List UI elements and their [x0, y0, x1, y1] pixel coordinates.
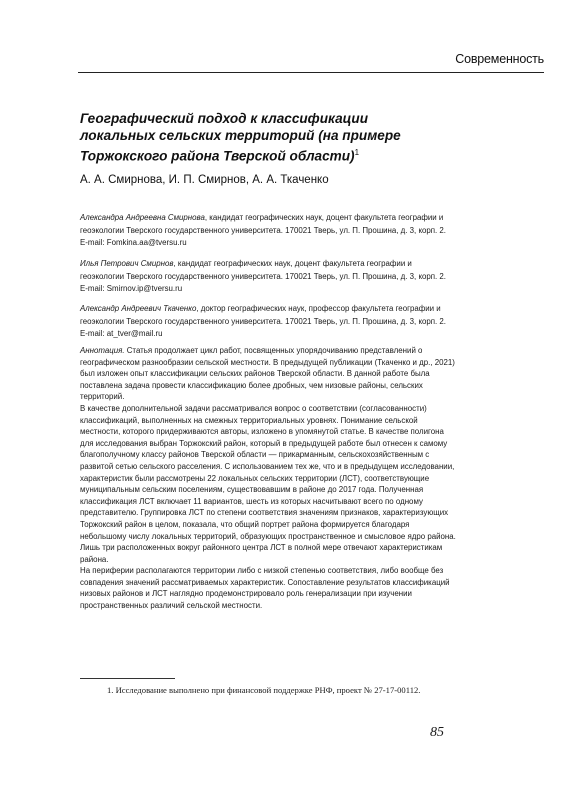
affiliation-text: , кандидат географических наук, доцент факультета географии и геоэкологии Тверского государственного университета. 170021 Тверь, ул. П. Прошина, д. 3, корп. 2. E-mail: Fomkina.aa@tversu.ru: [80, 213, 446, 247]
footnote-rule: [80, 678, 175, 679]
affiliation-name: Илья Петрович Смирнов: [80, 259, 174, 268]
header-rule: [78, 72, 544, 73]
footnote: 1. Исследование выполнено при финансовой поддержке РНФ, проект № 27-17-00112.: [107, 685, 421, 695]
abstract-paragraph: Аннотация. Статья продолжает цикл работ, посвященных упорядочиванию представлений о географическом разнообразии сельской местности. В предыдущей публикации (Ткаченко и др., 2021) был изложен опыт классификации сельских районов Тверской области. В данной работе была поставлена задача провести классификацию более дробных, чем низовые районы, сельских территорий.: [80, 346, 455, 402]
affiliation-3: [80, 303, 455, 341]
section-header: Современность: [455, 52, 544, 66]
affiliation-text: , доктор географических наук, профессор факультета географии и геоэкологии Тверского государственного университета. 170021 Тверь, ул. П. Прошина, д. 3, корп. 2. E-mail: at_tver@mail.ru: [80, 304, 446, 338]
abstract-paragraph: На периферии располагаются территории либо с низкой степенью соответствия, либо вообще без совпадения значений рассматриваемых характеристик. Сопоставление результатов классификаций низовых районов и ЛСТ наглядно продемонстрировало роль генерализации при изучении пространственных различий сельской местности.: [80, 566, 450, 611]
affiliation-text: , кандидат географических наук, доцент факультета географии и геоэкологии Тверского государственного университета. 170021 Тверь, ул. П. Прошина, д. 3, корп. 2. E-mail: Smirnov.ip@tversu.ru: [80, 259, 446, 293]
affiliation-1: [80, 212, 455, 250]
page-number: 85: [430, 725, 444, 740]
title-footnote-marker: 1: [354, 148, 360, 157]
title-text: Географический подход к классификации локальных сельских территорий (на примере Торжокского района Тверской области): [80, 111, 401, 164]
article-title: [80, 110, 410, 165]
abstract-label: Аннотация.: [80, 346, 125, 355]
affiliation-name: Александра Андреевна Смирнова: [80, 213, 205, 222]
abstract: [80, 345, 456, 612]
authors: А. А. Смирнова, И. П. Смирнов, А. А. Ткаченко: [80, 174, 329, 186]
affiliation-name: Александр Андреевич Ткаченко: [80, 304, 197, 313]
abstract-paragraph: В качестве дополнительной задачи рассматривался вопрос о соответствии (согласованности) классификаций, выполненных на смежных территориальных уровнях. Понимание сельской местности, которого придерживаются авторы, изложено в упомянутой статье. В качестве полигона для исследования выбран Торжокский район, который в предыдущей работе был отнесен к самому благополучному классу районов Тверской области — прикарманным, сельскохозяйственным с развитой сетью сельского расселения. С использованием тех же, что и в предыдущем исследовании, характеристик были рассмотрены 22 локальных сельских территории (ЛСТ), соответствующие муниципальным сельским поселениям, существовавшим в районе до 2017 года. Полученная классификация ЛСТ включает 11 вариантов, шесть из которых насчитывают всего по одному представителю. Группировка ЛСТ по степени соответствия значениям признаков, характеризующих Торжокский район в целом, показала, что общий портрет района формируется благодаря небольшому числу локальных территорий, образующих пространственное и смысловое ядро района. Лишь три расположенных вокруг районного центра ЛСТ в полной мере отвечают характеристикам района.: [80, 403, 456, 564]
affiliation-2: [80, 258, 455, 296]
